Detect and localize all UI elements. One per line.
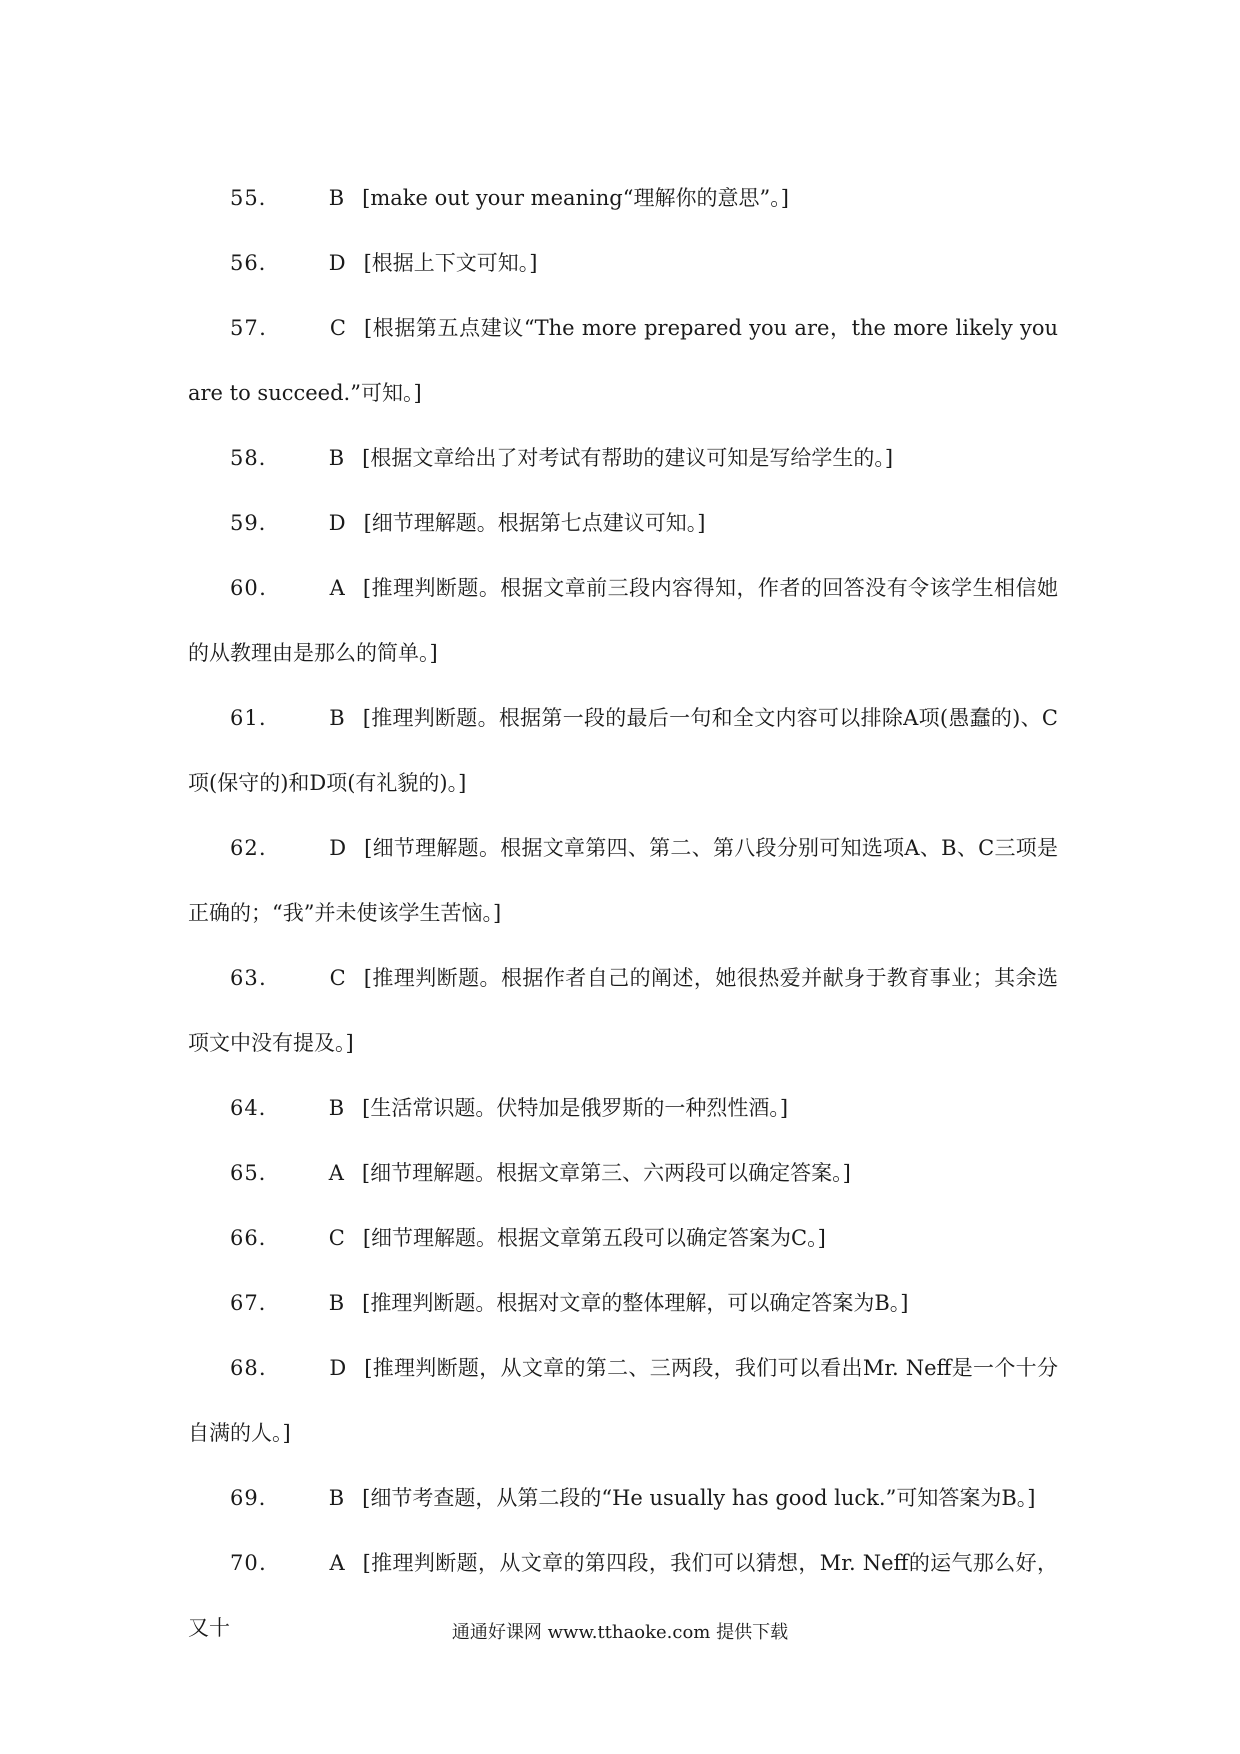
answer-explanation: [细节理解题。根据文章第三、六两段可以确定答案。] xyxy=(361,1161,851,1185)
question-number: 67． xyxy=(230,1291,281,1315)
answer-item-58 xyxy=(188,426,1058,491)
question-number: 66． xyxy=(230,1226,281,1250)
question-number: 61． xyxy=(230,706,282,730)
answer-letter: B xyxy=(328,1291,345,1315)
answer-list xyxy=(188,166,1058,1661)
question-number: 65． xyxy=(230,1161,281,1185)
answer-item-55 xyxy=(188,166,1058,231)
answer-explanation: [推理判断题。根据第一段的最后一句和全文内容可以排除A项(愚蠢的)、C项(保守的)和D项(有礼貌的)。] xyxy=(188,706,1058,795)
answer-letter: C xyxy=(328,1226,345,1250)
answer-item-60 xyxy=(188,556,1058,686)
answer-item-56 xyxy=(188,231,1058,296)
answer-letter: D xyxy=(328,511,346,535)
answer-letter: C xyxy=(329,966,346,990)
answer-explanation: [推理判断题，从文章的第四段，我们可以猜想，Mr. Neff的运气那么好，又十 xyxy=(188,1551,1058,1640)
question-number: 64． xyxy=(230,1096,281,1120)
answer-item-62 xyxy=(188,816,1058,946)
page-footer: 通通好课网 www.tthaoke.com 提供下载 xyxy=(451,1622,789,1643)
answer-letter: A xyxy=(329,576,345,600)
answer-letter: A xyxy=(328,1161,344,1185)
question-number: 70． xyxy=(230,1551,282,1575)
answer-item-69 xyxy=(188,1466,1058,1531)
answer-explanation: [细节理解题。根据第七点建议可知。] xyxy=(363,511,706,535)
answer-letter: C xyxy=(329,316,346,340)
question-number: 56． xyxy=(230,251,281,275)
question-number: 62． xyxy=(230,836,282,860)
answer-letter: B xyxy=(328,1486,345,1510)
answer-explanation: [根据文章给出了对考试有帮助的建议可知是写给学生的。] xyxy=(362,446,894,470)
answer-explanation: [make out your meaning“理解你的意思”。] xyxy=(362,186,789,210)
question-number: 68． xyxy=(230,1356,282,1380)
answer-explanation: [推理判断题。根据文章前三段内容得知，作者的回答没有令该学生相信她的从教理由是那么的简单。] xyxy=(188,576,1058,665)
answer-item-67 xyxy=(188,1271,1058,1336)
answer-item-63 xyxy=(188,946,1058,1076)
answer-explanation: [细节理解题。根据文章第五段可以确定答案为C。] xyxy=(362,1226,826,1250)
answer-explanation: [细节理解题。根据文章第四、第二、第八段分别可知选项A、B、C三项是正确的；“我”并未使该学生苦恼。] xyxy=(188,836,1058,925)
question-number: 59． xyxy=(230,511,281,535)
answer-letter: B xyxy=(329,706,345,730)
answer-item-65 xyxy=(188,1141,1058,1206)
answer-explanation: [推理判断题。根据对文章的整体理解，可以确定答案为B。] xyxy=(362,1291,909,1315)
answer-explanation: [推理判断题。根据作者自己的阐述，她很热爱并献身于教育事业；其余选项文中没有提及。] xyxy=(188,966,1058,1055)
answer-item-66 xyxy=(188,1206,1058,1271)
answer-letter: B xyxy=(328,446,345,470)
answer-letter: D xyxy=(329,1356,347,1380)
question-number: 60． xyxy=(230,576,282,600)
answer-item-59 xyxy=(188,491,1058,556)
answer-item-57 xyxy=(188,296,1058,426)
answer-item-68 xyxy=(188,1336,1058,1466)
answer-letter: A xyxy=(329,1551,345,1575)
answer-letter: B xyxy=(328,1096,345,1120)
question-number: 55． xyxy=(230,186,281,210)
answer-explanation: [根据第五点建议“The more prepared you are，the more likely you are to succeed.”可知。] xyxy=(188,316,1058,405)
answer-letter: D xyxy=(329,836,347,860)
question-number: 69． xyxy=(230,1486,281,1510)
question-number: 58． xyxy=(230,446,281,470)
answer-explanation: [推理判断题，从文章的第二、三两段，我们可以看出Mr. Neff是一个十分自满的人。] xyxy=(188,1356,1058,1445)
answer-item-61 xyxy=(188,686,1058,816)
answer-letter: B xyxy=(328,186,345,210)
answer-explanation: [根据上下文可知。] xyxy=(363,251,538,275)
answer-letter: D xyxy=(328,251,346,275)
question-number: 63． xyxy=(230,966,282,990)
answer-explanation: [生活常识题。伏特加是俄罗斯的一种烈性酒。] xyxy=(362,1096,789,1120)
answer-item-64 xyxy=(188,1076,1058,1141)
answer-explanation: [细节考查题，从第二段的“He usually has good luck.”可知答案为B。] xyxy=(362,1486,1036,1510)
question-number: 57． xyxy=(230,316,282,340)
